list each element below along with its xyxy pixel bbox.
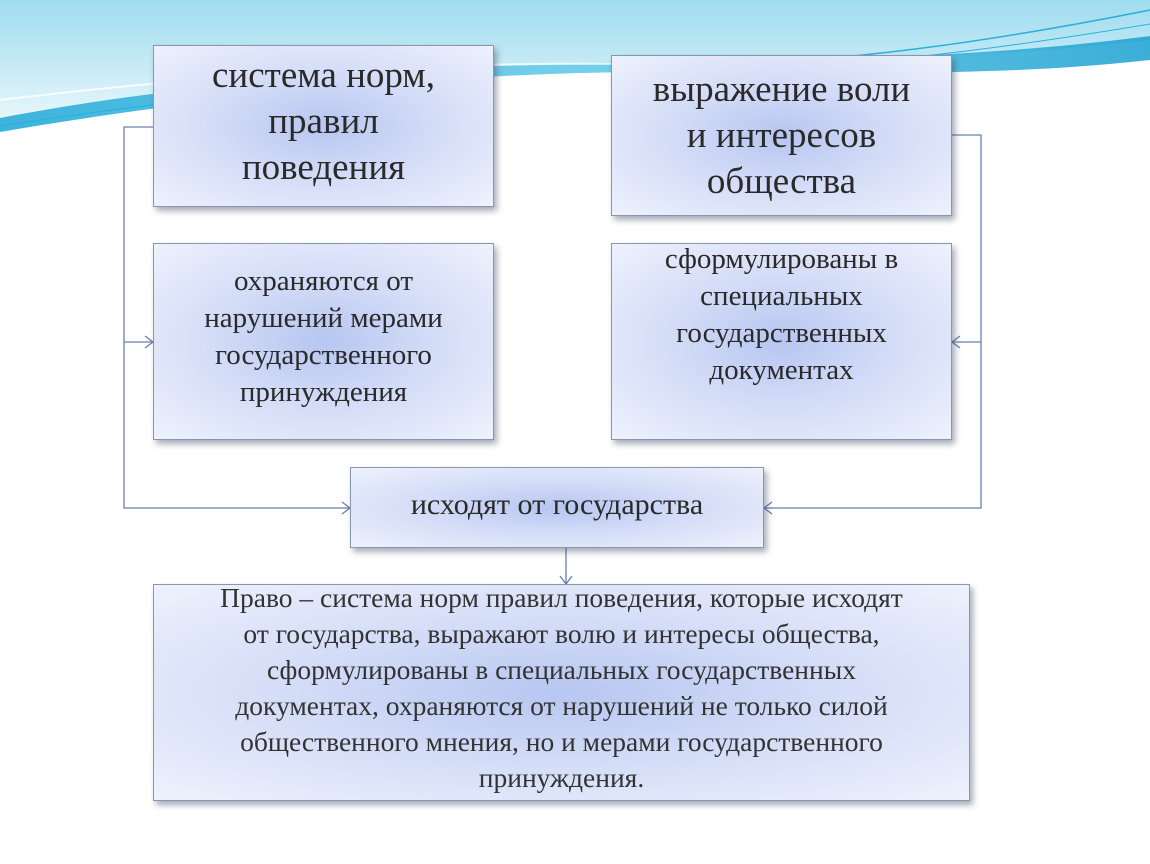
box-state-text: исходят от государства xyxy=(410,487,704,521)
box-originate-from-state xyxy=(350,467,764,548)
box-definition-text: Право – система норм правил поведения, которые исходят от государства, выражают волю и интересы общества, сформулированы в специальных государственных документах, охраняются от нарушений не только силой общественного мнения, но и мерами государственного принуждения. xyxy=(220,581,903,793)
box-protected-text: охраняются от нарушений мерами государственного принуждения xyxy=(204,264,443,408)
box-formulated-in-documents xyxy=(611,243,952,440)
box-will-text: выражение воли и интересов общества xyxy=(652,68,911,202)
box-norms-system xyxy=(153,45,494,207)
box-will-of-society xyxy=(611,55,952,216)
box-formulated-text: сформулированы в специальных государственных документах xyxy=(664,242,899,386)
box-protected-by-coercion xyxy=(153,243,494,440)
box-law-definition xyxy=(153,581,970,801)
box-norms-text: система норм, правил поведения xyxy=(212,55,435,188)
